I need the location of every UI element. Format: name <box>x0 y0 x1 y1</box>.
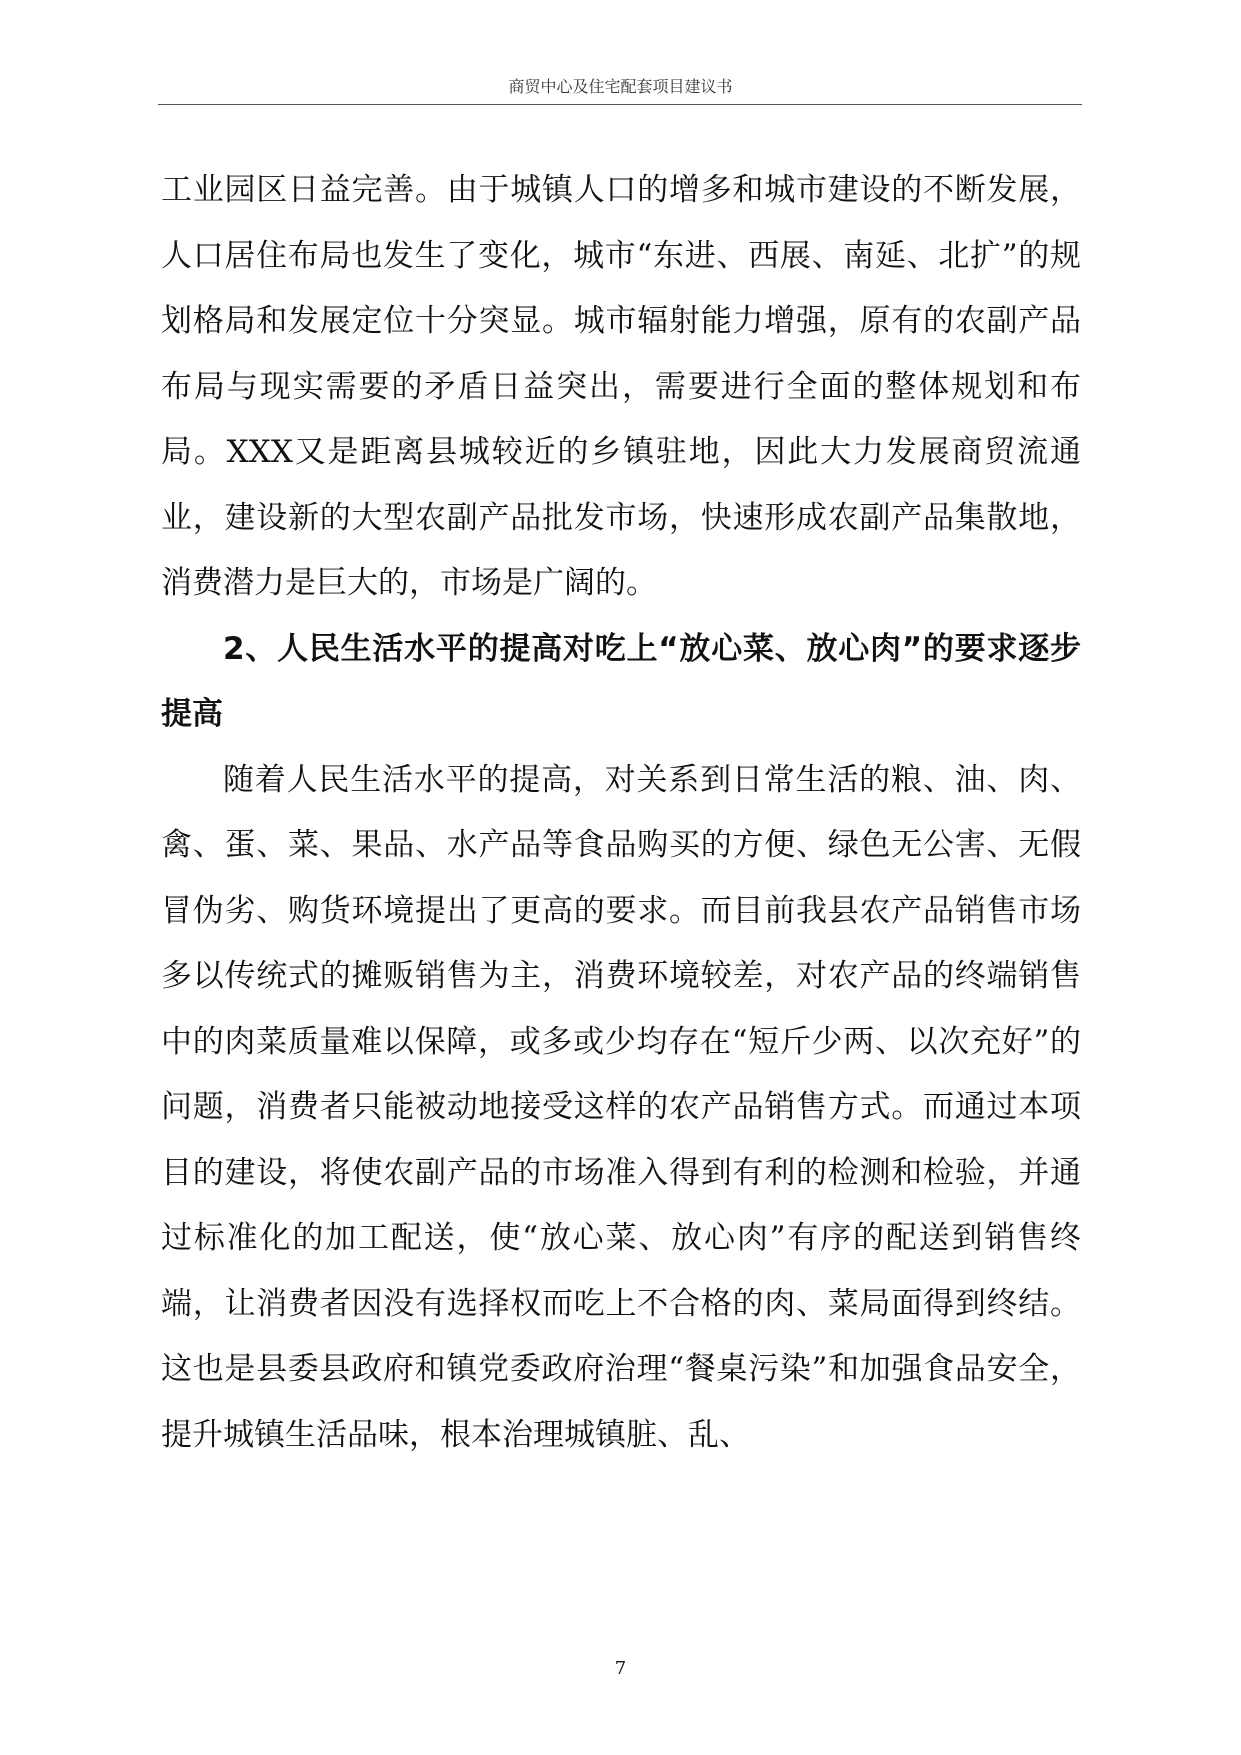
paragraph-continued: 工业园区日益完善。由于城镇人口的增多和城市建设的不断发展，人口居住布局也发生了变化，城市“东进、西展、南延、北扩”的规划格局和发展定位十分突显。城市辐射能力增强，原有的农副产品布局与现实需要的矛盾日益突出，需要进行全面的整体规划和布局。XXX又是距离县城较近的乡镇驻地，因此大力发展商贸流通业，建设新的大型农副产品批发市场，快速形成农副产品集散地，消费潜力是巨大的，市场是广阔的。 <box>161 172 1081 601</box>
document-body <box>161 158 1081 1468</box>
page-number: 7 <box>614 1658 627 1679</box>
header-divider <box>158 104 1082 105</box>
page-header-title: 商贸中心及住宅配套项目建议书 <box>508 77 733 96</box>
section-heading: 2、人民生活水平的提高对吃上“放心菜、放心肉”的要求逐步提高 <box>161 630 1081 732</box>
paragraph: 随着人民生活水平的提高，对关系到日常生活的粮、油、肉、禽、蛋、菜、果品、水产品等食品购买的方便、绿色无公害、无假冒伪劣、购货环境提出了更高的要求。而目前我县农产品销售市场多以传统式的摊贩销售为主，消费环境较差，对农产品的终端销售中的肉菜质量难以保障，或多或少均存在“短斤少两、以次充好”的问题，消费者只能被动地接受这样的农产品销售方式。而通过本项目的建设，将使农副产品的市场准入得到有利的检测和检验，并通过标准化的加工配送，使“放心菜、放心肉”有序的配送到销售终端，让消费者因没有选择权而吃上不合格的肉、菜局面得到终结。这也是县委县政府和镇党委政府治理“餐桌污染”和加强食品安全，提升城镇生活品味，根本治理城镇脏、乱、 <box>161 761 1081 1453</box>
